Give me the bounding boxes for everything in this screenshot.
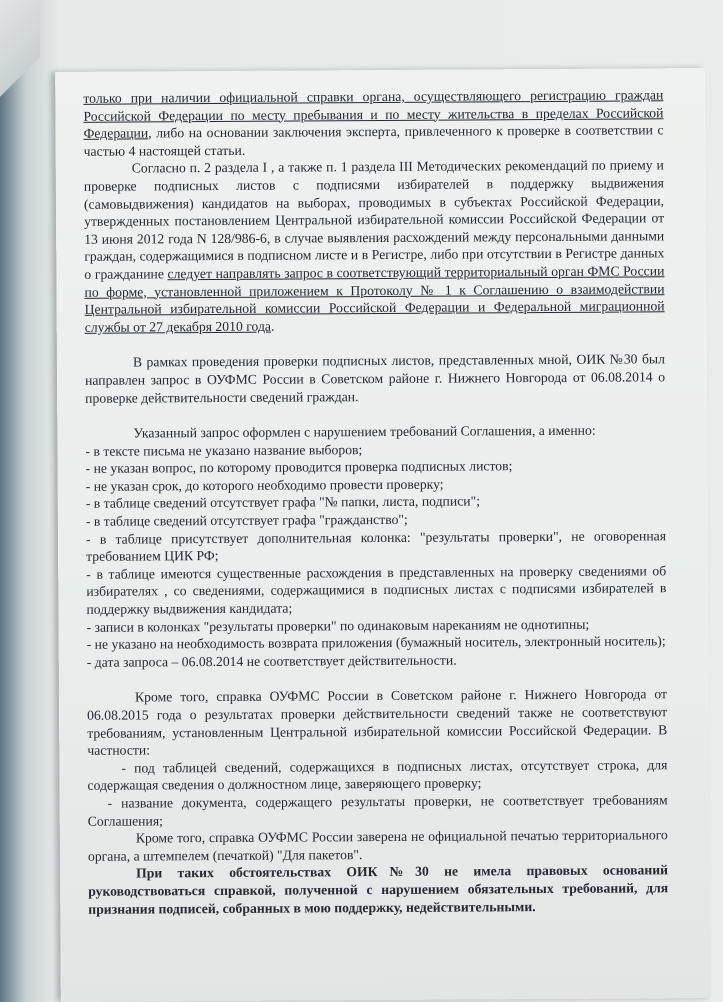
paragraph-3: В рамках проведения проверки подписных листов, представленных мной, ОИК №30 был направлен запрос в ОУФМС России в Советском районе г. Нижнего Новгорода от 06.08.2014 о проверке действительности сведений граждан. [85, 351, 666, 406]
paragraph-2-text: Согласно п. 2 раздела I , а также п. 1 раздела III Методических рекомендаций по приему и проверке подписных листов с подписями избирателей в поддержку выдвижения (самовыдвижения) кандидатов на выборах, проводимых в субъектах Российской Федерации, утвержденных постановлением Центральной избирательной комиссии Российской Федерации от 13 июня 2012 года N 128/986-6, в случае выявления расхождений между персональными данными граждан, содержащимися в подписном листе и в Регистре, либо при отсутствии в Регистре данных о гражданине [83, 157, 665, 282]
list-item: - не указан вопрос, по которому проводится проверка подписных листов; [85, 458, 513, 477]
paragraph-7-conclusion: При таких обстоятельствах ОИК№30 не имела правовых оснований руководствоваться справкой, полученной с нарушением обязательных требований, для признания подписей, собранных в мою поддержку, недействительными. [88, 862, 669, 917]
list-item: - записи в колонках "результаты проверки" по одинаковым нареканиям не однотипны; [86, 616, 590, 635]
list-item: - в таблице сведений отсутствует графа "гражданство"; [85, 511, 408, 529]
document-page [55, 68, 711, 1002]
paragraph-4: Указанный запрос оформлен с нарушением требований Соглашения, а именно: [133, 422, 596, 441]
list-item: - не указано на необходимость возврата приложения (бумажный носитель, электронный носитель); [86, 633, 666, 653]
list-item: - не указан срок, до которого необходимо провести проверку; [85, 476, 444, 494]
paragraph-1 [83, 86, 663, 160]
list-item: - в тексте письма не указано название выборов; [85, 441, 363, 459]
document-text [83, 86, 668, 918]
underlying-sheet-edge [0, 0, 40, 120]
list-item: - название документа, содержащего результаты проверки, не соответствует требованиям Соглашения; [87, 792, 668, 829]
paragraph-1-rest: , либо на основании заключения эксперта, привлеченного к проверке в соответствии с частью 4 настоящей статьи. [83, 122, 664, 159]
paragraph-6: Кроме того, справка ОУФМС России заверена не официальной печатью территориального органа, а штемпелем (печаткой) "Для пакетов". [87, 827, 668, 864]
paragraph-5: Кроме того, справка ОУФМС России в Советском районе г. Нижнего Новгорода от 06.08.2015 года о результатах проверки действительности сведений также не соответствуют требованиям, установленным Центральной избирательной комиссии Российской Федерации. В частности: [87, 686, 668, 758]
violations-list [85, 439, 666, 671]
paragraph-2-end: . [270, 318, 275, 334]
list-item: - под таблицей сведений, содержащихся в подписных листах, отсутствует строка, для содержащая сведения о должностном лице, заверяющего проверку; [87, 757, 668, 794]
list-item: - дата запроса – 06.08.2014 не соответствует действительности. [86, 652, 457, 670]
paragraph-2-underlined: следует направлять запрос в соответствующий территориальный орган ФМС России по форме, установленной приложением к Протоколу № 1 к Соглашению о взаимодействии Центральной избирательной комиссии Российской Федерации и Федеральной миграционной службы от 27 декабря 2010 года [84, 263, 665, 335]
list-item: - в таблице присутствует дополнительная колонка: "результаты проверки", не оговоренная требованием ЦИК РФ; [85, 527, 667, 565]
paragraph-1-underlined: только при наличии официальной справки органа, осуществляющего регистрацию граждан Российской Федерации по месту пребывания и по месту жительства в пределах Российской Федерации [83, 87, 664, 142]
paragraph-2 [84, 157, 665, 336]
list-item: - в таблице имеются существенные расхождения в представленных на проверку сведениями об избирателях , со сведениями, содержащимися в подписных листах с подписями избирателей в поддержку выдвижения кандидата; [86, 563, 667, 617]
list-item: - в таблице сведений отсутствует графа "№ папки, листа, подписи"; [85, 493, 481, 512]
